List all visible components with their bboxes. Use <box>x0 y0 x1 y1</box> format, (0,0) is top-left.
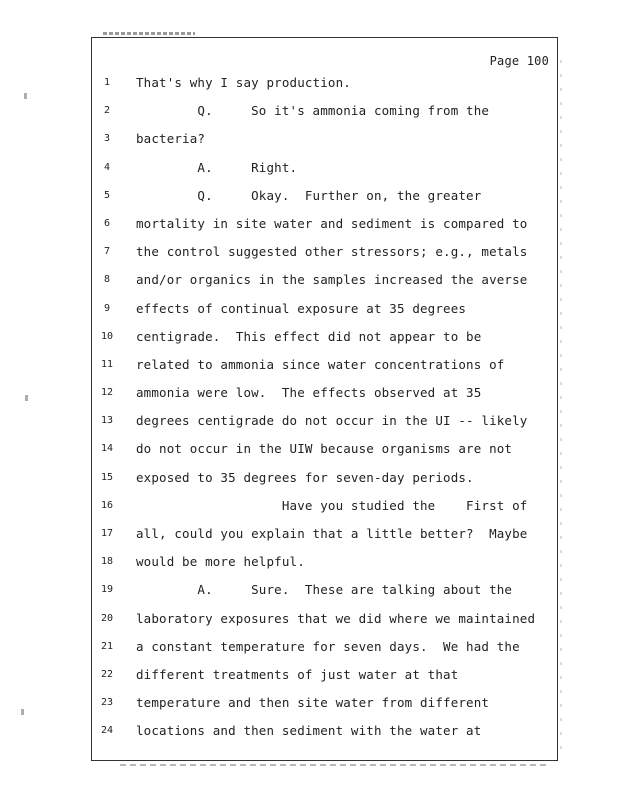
scan-footer-mark <box>120 764 550 766</box>
transcript-line <box>92 160 557 188</box>
line-number: 21 <box>100 640 114 652</box>
line-text: degrees centigrade do not occur in the UI -- likely <box>136 413 528 429</box>
transcript-line <box>92 216 557 244</box>
line-number: 9 <box>103 302 111 314</box>
line-text: would be more helpful. <box>136 554 305 570</box>
transcript-line <box>92 272 557 300</box>
line-number: 10 <box>100 330 114 342</box>
line-number: 4 <box>103 161 111 173</box>
line-text: ammonia were low. The effects observed at 35 <box>136 385 482 401</box>
line-number: 15 <box>100 471 114 483</box>
line-number: 22 <box>100 668 114 680</box>
hole-punch-speck <box>24 93 27 99</box>
line-text: effects of continual exposure at 35 degrees <box>136 300 467 316</box>
transcript-line <box>92 498 557 526</box>
transcript-line <box>92 554 557 582</box>
transcript-line <box>92 526 557 554</box>
line-number: 2 <box>103 105 111 117</box>
hole-punch-speck <box>25 395 28 401</box>
line-number: 6 <box>103 217 111 229</box>
hole-punch-speck <box>21 709 24 715</box>
line-number: 23 <box>100 697 114 709</box>
line-text: mortality in site water and sediment is compared to <box>136 215 528 231</box>
line-text: all, could you explain that a little better? Maybe <box>136 526 528 541</box>
line-number: 18 <box>100 556 114 568</box>
line-text: locations and then sediment with the water at <box>136 723 482 739</box>
line-number: 3 <box>103 133 111 145</box>
line-number: 8 <box>103 274 111 286</box>
line-text: different treatments of just water at that <box>136 666 459 682</box>
line-number: 17 <box>100 528 114 539</box>
transcript-line <box>92 385 557 413</box>
transcript-line <box>92 441 557 469</box>
line-number: 20 <box>100 612 114 624</box>
line-number: 7 <box>103 246 111 258</box>
transcript-line <box>92 639 557 667</box>
transcript-line <box>92 329 557 357</box>
line-text: laboratory exposures that we did where we maintained <box>136 610 536 626</box>
line-text: temperature and then site water from different <box>136 695 490 711</box>
page-number: Page 100 <box>489 54 549 68</box>
line-text: A. Right. <box>136 159 298 175</box>
line-number: 24 <box>100 725 114 737</box>
line-text: exposed to 35 degrees for seven-day periods. <box>136 469 474 485</box>
line-number: 12 <box>100 387 114 399</box>
line-text: Q. So it's ammonia coming from the <box>136 103 490 119</box>
transcript-line <box>92 413 557 441</box>
line-text: centigrade. This effect did not appear to be <box>136 328 482 344</box>
transcript-line <box>92 723 557 751</box>
scan-edge-noise <box>560 60 562 750</box>
transcript-line <box>92 244 557 272</box>
line-text: and/or organics in the samples increased the averse <box>136 272 528 288</box>
transcript-line <box>92 470 557 498</box>
transcript-line <box>92 695 557 723</box>
line-number: 11 <box>100 358 114 370</box>
transcript-line <box>92 667 557 695</box>
line-number: 14 <box>100 443 114 455</box>
line-number: 13 <box>100 415 114 427</box>
line-number: 1 <box>103 77 111 88</box>
line-number: 16 <box>100 499 114 511</box>
transcript-line <box>92 611 557 639</box>
line-text: Q. Okay. Further on, the greater <box>136 187 482 203</box>
transcript-line <box>92 131 557 159</box>
line-text: A. Sure. These are talking about the <box>136 582 513 598</box>
line-text: do not occur in the UIW because organisms are not <box>136 441 513 457</box>
transcript-line <box>92 357 557 385</box>
line-number: 19 <box>100 584 114 596</box>
transcript-lines <box>92 75 557 752</box>
transcript-line <box>92 75 557 103</box>
line-text: related to ammonia since water concentrations of <box>136 356 505 372</box>
line-number: 5 <box>103 189 111 201</box>
transcript-page <box>91 37 558 761</box>
line-text: bacteria? <box>136 131 206 147</box>
line-text: a constant temperature for seven days. We had the <box>136 638 520 654</box>
transcript-line <box>92 103 557 131</box>
transcript-line <box>92 582 557 610</box>
line-text: Have you studied the First of <box>136 497 528 513</box>
transcript-line <box>92 188 557 216</box>
transcript-line <box>92 301 557 329</box>
line-text: That's why I say production. <box>136 75 351 90</box>
line-text: the control suggested other stressors; e.g., metals <box>136 244 528 260</box>
scan-header-mark <box>103 32 195 35</box>
